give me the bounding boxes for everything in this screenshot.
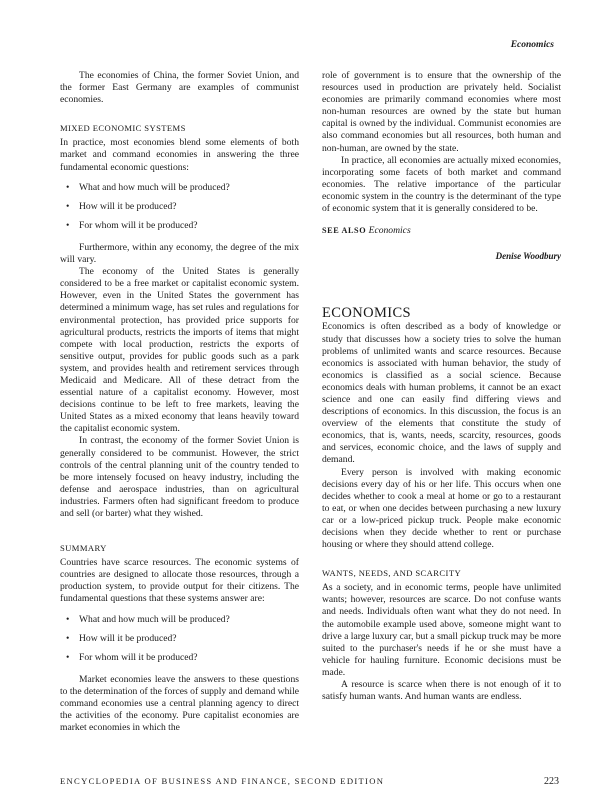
- section-heading-mixed: MIXED ECONOMIC SYSTEMS: [60, 123, 186, 134]
- paragraph: As a society, and in economic terms, people have unlimited wants; however, resources are scarce. Do not confuse wants and needs. Individuals often want what they do not need. In the automobile example used above, someone might want to drive a large luxury car, but a small pickup truck may be more suited to the purchaser's needs if he or she must have a vehicle for hauling furniture. Economic decisions must be made.: [322, 582, 561, 678]
- paragraph: A resource is scarce when there is not enough of it to satisfy human wants. And human wants are endless.: [322, 679, 561, 703]
- see-also: [322, 225, 561, 237]
- section-heading-wants: WANTS, NEEDS, AND SCARCITY: [322, 568, 462, 579]
- paragraph: Every person is involved with making economic decisions every day of his or her life. This occurs when one decides whether to cook a meal at home or go to a restaurant to eat, or when one decides between purchasing a new luxury car or a low-priced pickup truck. People make economic decisions when they decide whether to rent or purchase housing or where they should attend college.: [322, 466, 561, 551]
- list-item: • What and how much will be produced?: [66, 181, 230, 193]
- paragraph: The economies of China, the former Soviet Union, and the former East Germany are examples of communist economies.: [60, 70, 299, 106]
- see-also-label: SEE ALSO: [322, 226, 367, 236]
- list-item-text: What and how much will be produced?: [79, 181, 230, 193]
- article-title: ECONOMICS: [322, 305, 411, 322]
- list-item: • For whom will it be produced?: [66, 651, 198, 663]
- list-item-text: How will it be produced?: [79, 200, 177, 212]
- list-item: • How will it be produced?: [66, 632, 177, 644]
- paragraph: Market economies leave the answers to these questions to the determination of the forces of supply and demand while command economies use a central planning agency to direct the activities of the economy. Pure capitalist economies are market economies in which the: [60, 673, 299, 734]
- list-item-text: How will it be produced?: [79, 632, 177, 644]
- right-column: [322, 70, 561, 703]
- list-item-text: For whom will it be produced?: [79, 651, 198, 663]
- paragraph: In practice, all economies are actually mixed economies, incorporating some facets of both market and command economies. The relative importance of the particular economic system in the country is the determinant of the type of economic system that it is generally considered to be.: [322, 154, 561, 215]
- list-item-text: For whom will it be produced?: [79, 219, 198, 231]
- paragraph: role of government is to ensure that the ownership of the resources used in production are privately held. Socialist economies are primarily command economies where most non-human resources are owned by the state but human capital is owned by the individual. Communist economies are also command economies but all resources, both human and non-human, are owned by the state.: [322, 70, 561, 154]
- paragraph: In contrast, the economy of the former Soviet Union is generally considered to be communist. However, the strict controls of the central planning unit of the country tended to be more intensely focused on heavy industry, including the defense and aerospace industries, than on agricultural industries. Farmers often had significant freedom to produce and sell (or barter) what they wished.: [60, 435, 299, 519]
- list-item: • How will it be produced?: [66, 200, 177, 212]
- paragraph: Furthermore, within any economy, the degree of the mix will vary.: [60, 241, 299, 266]
- left-column: [60, 70, 299, 734]
- list-item: • What and how much will be produced?: [66, 613, 230, 625]
- paragraph: The economy of the United States is generally considered to be a free market or capitalist economic system. However, even in the United States the government has determined a minimum wage, has set rules and regulations for environmental protection, has provided price supports for agricultural products, restricts the imports of items that might compete with local production, restricts the exports of sensitive output, provides for public goods such as a park system, and provides health and retirement services through Medicaid and Medicare. All of these detract from the essential nature of a capitalist economy. However, most decisions continue to be left to free markets, leaving the United States as a mixed economy that leans heavily toward the capitalist economic system.: [60, 266, 299, 435]
- author-byline: Denise Woodbury: [495, 251, 561, 262]
- list-item-text: What and how much will be produced?: [79, 613, 230, 625]
- paragraph: In practice, most economies blend some elements of both market and command economies in answering the three fundamental economic questions:: [60, 137, 299, 173]
- bullet-list: [60, 614, 299, 664]
- running-head: Economics: [510, 40, 554, 50]
- list-item: • For whom will it be produced?: [66, 219, 198, 231]
- bullet-list: [60, 182, 299, 232]
- publication-title: ENCYCLOPEDIA OF BUSINESS AND FINANCE, SECOND EDITION: [60, 776, 385, 786]
- see-also-link[interactable]: Economics: [368, 225, 411, 237]
- page-number: 223: [544, 776, 559, 787]
- section-heading-summary: SUMMARY: [60, 543, 107, 554]
- paragraph: Economics is often described as a body of knowledge or study that discusses how a society tries to solve the human problems of unlimited wants and scarce resources. Because economics is associated with human behavior, the study of economics is classified as a social science. Because economics deals with human problems, it cannot be an exact science and one can easily find differing views and descriptions of economics. In this discussion, the focus is an overview of the elements that constitute the study of economics, that is, wants, needs, scarcity, resources, goods and services, economic choice, and the laws of supply and demand.: [322, 321, 561, 466]
- page-footer: [60, 776, 559, 786]
- paragraph: Countries have scarce resources. The economic systems of countries are designed to allocate those resources, through a production system, to provide output for their citizens. The fundamental questions that these systems answer are:: [60, 557, 299, 605]
